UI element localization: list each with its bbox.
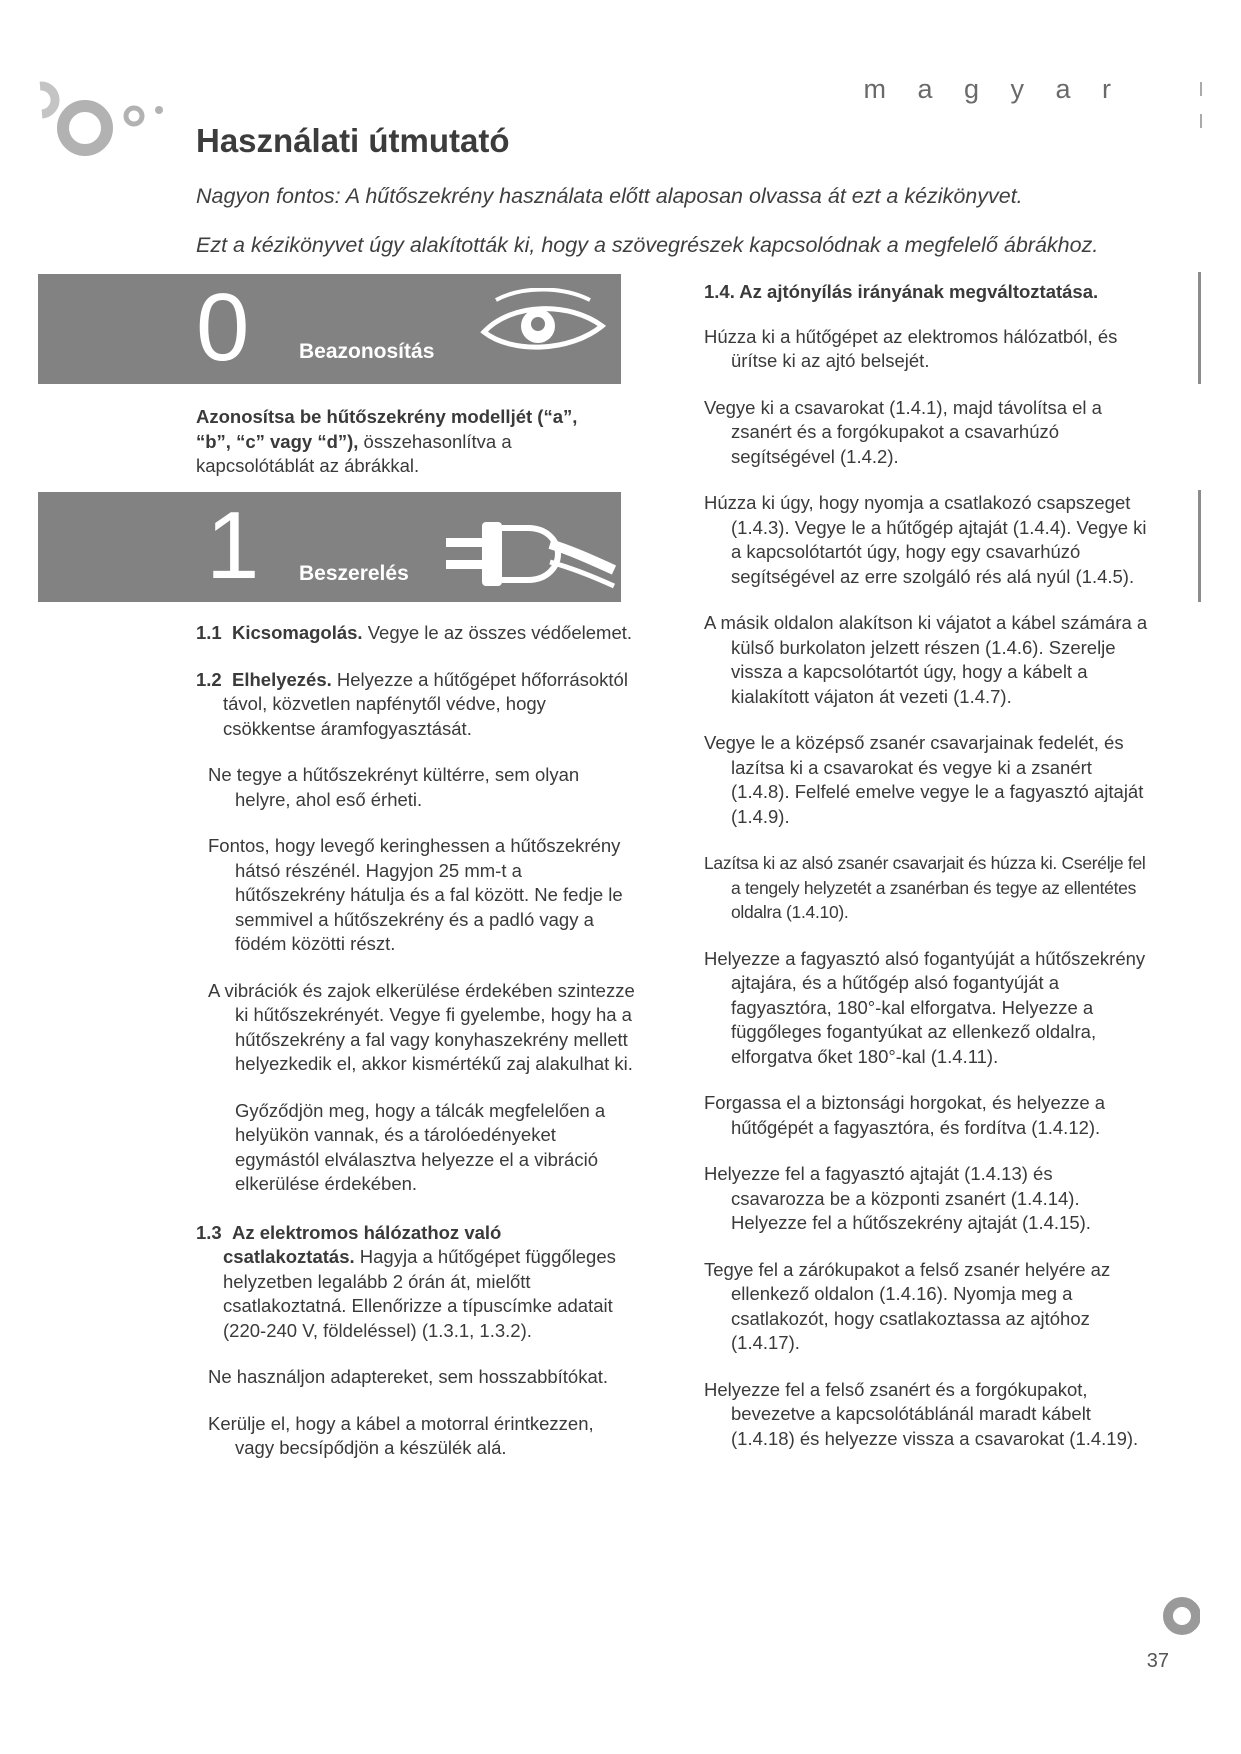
right-para-3: Húzza ki úgy, hogy nyomja a csatlakozó csapszeget (1.4.3). Vegye le a hűtőgép ajtaját (1.4.4). Vegye ki a kapcsolótartót úgy, hogy egy csavarhúzó segítségével az erre szolgáló rés alá nyúl (1.4.5).	[704, 492, 1147, 587]
margin-bar-1	[1198, 272, 1201, 384]
section-0-text-bold: Azonosítsa be hűtőszekrény modelljét (“a”, “b”, “c” vagy “d”),	[196, 406, 578, 452]
para-1-3-a: Ne használjon adaptereket, sem hosszabbítókat.	[208, 1366, 609, 1387]
margin-bar-2	[1198, 490, 1201, 602]
right-para-1: Húzza ki a hűtőgépet az elektromos hálózatból, és ürítse ki az ajtó belsejét.	[704, 325, 1118, 371]
para-1-2-num: 1.2	[196, 668, 222, 690]
right-para-6: Lazítsa ki az alsó zsanér csavarjait és húzza ki. Cserélje fel a tengely helyzetét a zsanérban és tegye az ellentétes oldalra (1.4.10).	[704, 853, 1146, 922]
left-column	[196, 621, 636, 1461]
top-right-bar-2	[1200, 114, 1202, 128]
para-1-3-title: Az elektromos hálózathoz való csatlakoztatás.	[223, 1221, 502, 1267]
footer-circle-icon	[1160, 1592, 1200, 1640]
right-para-4: A másik oldalon alakítson ki vájatot a kábel számára a külső burkolaton jelzett részen (1.4.6). Szerelje vissza a kapcsolótartót úgy, hogy a kábelt a kialakított vájaton át vezeti (1.4.7).	[704, 612, 1148, 707]
para-1-1-title: Kicsomagolás.	[232, 622, 363, 643]
para-1-2-text: Helyezze a hűtőgépet hőforrásoktól távol, közvetlen napfénytől védve, hogy csökkentse áramfogyasztását.	[223, 668, 628, 739]
section-0-band	[38, 274, 621, 384]
para-1-2-d: Győződjön meg, hogy a tálcák megfelelően a helyükön vannak, és a tárolóedényeket egymástól elválasztva helyezze el a vibráció elkerülése érdekében.	[235, 1099, 606, 1194]
right-para-9: Helyezze fel a fagyasztó ajtaját (1.4.13) és csavarozza be a központi zsanért (1.4.14). Helyezze fel a hűtőszekrény ajtaját (1.4.15).	[704, 1163, 1091, 1233]
section-0-number: 0	[196, 274, 250, 381]
section-1-label: Beszerelés	[299, 562, 409, 585]
para-1-1-text: Vegye le az összes védőelemet.	[362, 622, 633, 643]
section-0-text-rest: összehasonlítva a kapcsolótáblát az ábrákkal.	[196, 430, 512, 476]
page-number: 37	[1146, 1650, 1169, 1672]
para-1-1-num: 1.1	[196, 622, 222, 643]
section-1-4-heading: 1.4. Az ajtónyílás irányának megváltoztatása.	[704, 281, 1099, 302]
para-1-3	[196, 1221, 636, 1344]
para-1-2-c: A vibrációk és zajok elkerülése érdekében szintezze ki hűtőszekrényét. Vegye fi gyelembe, hogy ha a hűtőszekrény a fal vagy konyhaszekrény mellett helyezkedik el, akkor kismértékű zaj alakulhat ki.	[208, 979, 635, 1074]
para-1-2-b: Fontos, hogy levegő keringhessen a hűtőszekrény hátsó részénél. Hagyjon 25 mm-t a hűtőszekrény hátulja és a fal között. Ne fedje le semmivel a hűtőszekrény és a padló vagy a födém közötti részt.	[208, 835, 623, 954]
para-1-1	[196, 621, 636, 646]
right-para-8: Forgassa el a biztonsági horgokat, és helyezze a hűtőgépét a fagyasztóra, és fordítva (1.4.12).	[704, 1092, 1106, 1138]
section-0-text	[196, 405, 596, 479]
para-1-2-title: Elhelyezés.	[232, 668, 332, 690]
right-column	[704, 280, 1149, 1451]
para-1-2	[196, 668, 636, 742]
section-0-label: Beazonosítás	[299, 340, 435, 363]
para-1-2-a: Ne tegye a hűtőszekrényt kültérre, sem olyan helyre, ahol eső érheti.	[208, 764, 580, 810]
page-title: Használati útmutató	[196, 122, 510, 159]
section-1-number: 1	[206, 492, 260, 599]
top-right-bar-1	[1200, 82, 1202, 96]
right-para-11: Helyezze fel a felső zsanért és a forgókupakot, bevezetve a kapcsolótáblánál maradt kábelt (1.4.18) és helyezze vissza a csavarokat (1.4.19).	[704, 1378, 1139, 1449]
section-1-band	[38, 492, 621, 602]
right-para-7: Helyezze a fagyasztó alsó fogantyúját a hűtőszekrény ajtajára, és a hűtőgép alsó fogantyúját a fagyasztóra, 180°-kal elforgatva. Helyezze a függőleges fogantyúkat az ellenkező oldalra, elforgatva őket 180°-kal (1.4.11).	[704, 947, 1146, 1067]
plug-icon	[442, 514, 617, 594]
brand-logo-icon	[30, 80, 170, 180]
right-para-2: Vegye ki a csavarokat (1.4.1), majd távolítsa el a zsanért és a forgókupakot a csavarhúzó segítségével (1.4.2).	[704, 396, 1102, 467]
eye-icon	[478, 288, 608, 368]
intro-important: Nagyon fontos: A hűtőszekrény használata előtt alaposan olvassa át ezt a kézikönyvet.	[196, 184, 1023, 208]
intro-structure: Ezt a kézikönyvet úgy alakították ki, hogy a szövegrészek kapcsolódnak a megfelelő ábrákhoz.	[196, 233, 1099, 257]
para-1-3-b: Kerülje el, hogy a kábel a motorral érintkezzen, vagy becsípődjön a készülék alá.	[208, 1412, 594, 1458]
right-para-10: Tegye fel a zárókupakot a felső zsanér helyére az ellenkező oldalon (1.4.16). Nyomja meg a csatlakozót, hogy csatlakoztassa az ajtóhoz (1.4.17).	[704, 1258, 1111, 1353]
right-para-5: Vegye le a középső zsanér csavarjainak fedelét, és lazítsa ki a csavarokat és vegye ki a zsanért (1.4.8). Felfelé emelve vegye le a fagyasztó ajtaját (1.4.9).	[704, 732, 1144, 827]
para-1-3-text: Hagyja a hűtőgépet függőleges helyzetben legalább 2 órán át, mielőtt csatlakoztatná. Ellenőrizze a típuscímke adatait (220-240 V, földeléssel) (1.3.1, 1.3.2).	[223, 1246, 616, 1341]
para-1-3-num: 1.3	[196, 1221, 222, 1243]
language-label: m a g y a r	[863, 74, 1123, 104]
